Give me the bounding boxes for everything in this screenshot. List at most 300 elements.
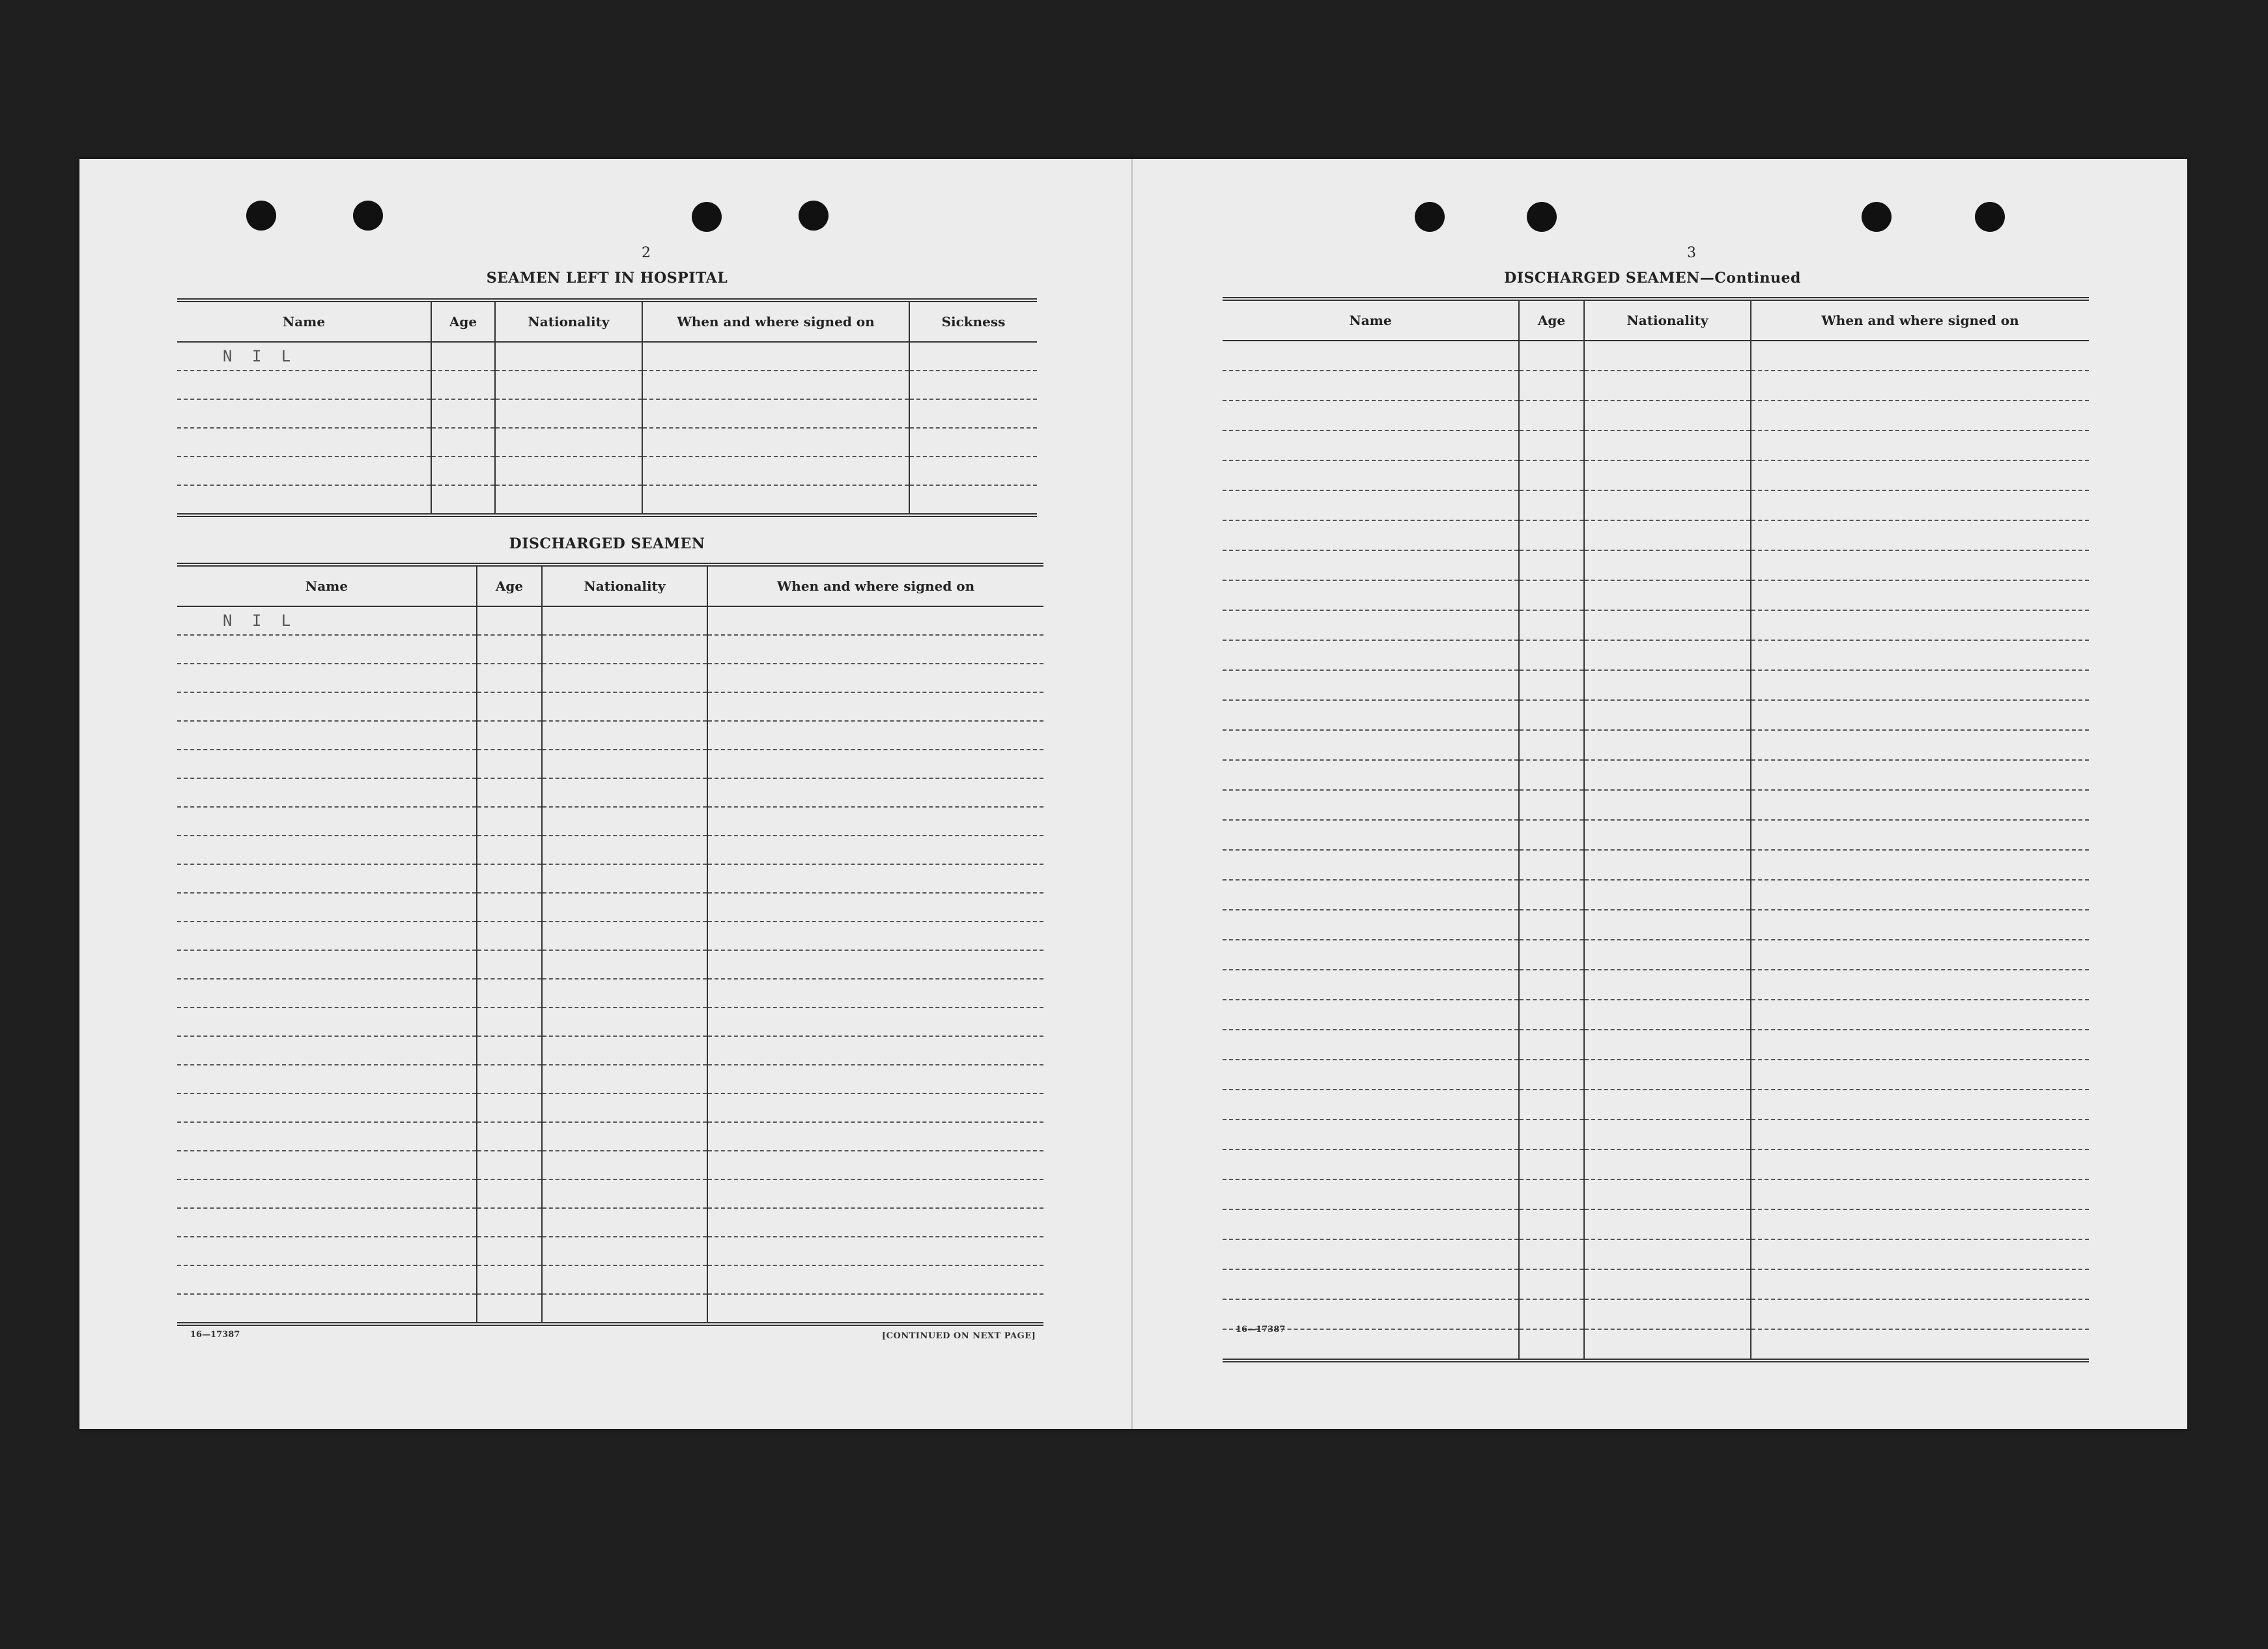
column-header: Age bbox=[1519, 299, 1584, 341]
table-cell bbox=[707, 1265, 1043, 1294]
table-cell bbox=[909, 342, 1037, 371]
table-cell bbox=[1223, 1060, 1519, 1090]
table-cell bbox=[542, 1151, 707, 1179]
column-header: Nationality bbox=[1584, 299, 1751, 341]
table-cell bbox=[177, 371, 431, 399]
table-cell bbox=[909, 485, 1037, 515]
table-cell bbox=[707, 1036, 1043, 1065]
table-cell bbox=[1519, 790, 1584, 820]
table-cell bbox=[1223, 670, 1519, 700]
table-cell bbox=[1584, 490, 1751, 520]
table-cell bbox=[1519, 760, 1584, 790]
table-row bbox=[177, 1008, 1043, 1036]
table-cell bbox=[1519, 850, 1584, 880]
table-cell bbox=[707, 1093, 1043, 1122]
table-cell bbox=[542, 836, 707, 864]
table-cell bbox=[1519, 401, 1584, 430]
column-header: Name bbox=[177, 300, 431, 342]
table-cell bbox=[909, 457, 1037, 485]
table-row bbox=[1223, 700, 2089, 730]
table-row bbox=[177, 750, 1043, 778]
table-cell bbox=[1223, 820, 1519, 850]
table-row bbox=[1223, 1179, 2089, 1209]
table-cell bbox=[542, 778, 707, 807]
table-row bbox=[1223, 1090, 2089, 1120]
table-row bbox=[177, 864, 1043, 893]
table-row bbox=[177, 1208, 1043, 1237]
table-cell: N I L bbox=[177, 342, 431, 371]
table-cell bbox=[1751, 1179, 2089, 1209]
table-cell bbox=[1519, 490, 1584, 520]
table-cell bbox=[1584, 1239, 1751, 1269]
continued-header-row bbox=[1223, 299, 2089, 341]
table-cell bbox=[707, 922, 1043, 950]
table-cell bbox=[477, 922, 542, 950]
table-row bbox=[1223, 460, 2089, 490]
table-cell bbox=[177, 950, 477, 979]
table-cell bbox=[477, 1208, 542, 1237]
table-row bbox=[1223, 1269, 2089, 1299]
table-row bbox=[177, 1093, 1043, 1122]
table-cell bbox=[477, 750, 542, 778]
table-cell bbox=[1584, 730, 1751, 760]
table-cell bbox=[495, 399, 642, 428]
table-row bbox=[177, 371, 1037, 399]
table-cell bbox=[1584, 760, 1751, 790]
table-cell bbox=[542, 1208, 707, 1237]
table-cell bbox=[477, 721, 542, 750]
table-cell bbox=[1584, 820, 1751, 850]
column-header: Nationality bbox=[495, 300, 642, 342]
table-cell bbox=[1751, 371, 2089, 401]
table-row bbox=[1223, 1120, 2089, 1149]
discharged-section-title: DISCHARGED SEAMEN bbox=[509, 535, 705, 552]
table-cell bbox=[1751, 1060, 2089, 1090]
table-cell bbox=[1519, 670, 1584, 700]
table-cell bbox=[542, 1237, 707, 1265]
column-header: When and where signed on bbox=[707, 565, 1043, 606]
table-cell bbox=[1751, 1090, 2089, 1120]
table-cell bbox=[707, 692, 1043, 721]
table-cell bbox=[642, 457, 909, 485]
center-fold bbox=[1131, 159, 1133, 1429]
table-cell bbox=[1751, 1209, 2089, 1239]
table-row bbox=[1223, 371, 2089, 401]
form-number: 16—17387 bbox=[190, 1330, 240, 1340]
table-row bbox=[177, 1294, 1043, 1324]
table-cell bbox=[177, 1179, 477, 1208]
column-header: Nationality bbox=[542, 565, 707, 606]
table-row bbox=[1223, 670, 2089, 700]
table-cell bbox=[495, 428, 642, 457]
table-cell bbox=[477, 664, 542, 692]
column-header: Age bbox=[431, 300, 495, 342]
table-cell bbox=[477, 1065, 542, 1093]
table-cell bbox=[1584, 1030, 1751, 1060]
table-row bbox=[177, 635, 1043, 664]
table-row bbox=[1223, 610, 2089, 640]
table-row bbox=[177, 836, 1043, 864]
table-cell bbox=[707, 750, 1043, 778]
table-row bbox=[177, 1036, 1043, 1065]
table-cell bbox=[542, 1036, 707, 1065]
table-cell bbox=[909, 399, 1037, 428]
table-cell: N I L bbox=[177, 606, 477, 635]
table-row bbox=[1223, 1149, 2089, 1179]
table-cell bbox=[477, 778, 542, 807]
table-cell bbox=[177, 893, 477, 922]
table-cell bbox=[1519, 640, 1584, 670]
column-header: When and where signed on bbox=[1751, 299, 2089, 341]
table-row bbox=[177, 692, 1043, 721]
table-cell bbox=[1751, 1149, 2089, 1179]
table-cell bbox=[1223, 1239, 1519, 1269]
table-cell bbox=[1519, 1209, 1584, 1239]
table-row bbox=[1223, 820, 2089, 850]
table-cell bbox=[1223, 371, 1519, 401]
table-cell bbox=[1584, 1149, 1751, 1179]
table-cell bbox=[1519, 940, 1584, 970]
table-cell bbox=[1519, 1329, 1584, 1360]
table-cell bbox=[1584, 1000, 1751, 1030]
table-cell bbox=[1751, 460, 2089, 490]
table-cell bbox=[1584, 880, 1751, 910]
table-row bbox=[1223, 790, 2089, 820]
table-cell bbox=[477, 893, 542, 922]
table-cell bbox=[1751, 430, 2089, 460]
table-cell bbox=[707, 979, 1043, 1008]
table-row bbox=[177, 1122, 1043, 1151]
table-cell bbox=[542, 1179, 707, 1208]
table-cell bbox=[1519, 1149, 1584, 1179]
table-row bbox=[1223, 401, 2089, 430]
table-cell bbox=[707, 1008, 1043, 1036]
table-cell bbox=[1223, 1030, 1519, 1060]
table-cell bbox=[177, 979, 477, 1008]
table-cell bbox=[1584, 460, 1751, 490]
table-cell bbox=[1223, 401, 1519, 430]
table-row bbox=[1223, 970, 2089, 1000]
table-cell bbox=[495, 457, 642, 485]
table-cell bbox=[1223, 610, 1519, 640]
table-cell bbox=[477, 1151, 542, 1179]
table-cell bbox=[707, 864, 1043, 893]
table-cell bbox=[707, 1237, 1043, 1265]
table-cell bbox=[177, 864, 477, 893]
table-cell bbox=[909, 371, 1037, 399]
table-cell bbox=[1584, 401, 1751, 430]
table-cell bbox=[477, 1294, 542, 1324]
document-sheet bbox=[79, 159, 2187, 1429]
table-cell bbox=[477, 1008, 542, 1036]
column-header: Age bbox=[477, 565, 542, 606]
left-page bbox=[177, 159, 1115, 1429]
table-cell bbox=[1519, 1090, 1584, 1120]
table-cell bbox=[477, 950, 542, 979]
table-cell bbox=[431, 342, 495, 371]
table-cell bbox=[1519, 820, 1584, 850]
table-cell bbox=[542, 950, 707, 979]
table-cell bbox=[1751, 820, 2089, 850]
table-cell bbox=[542, 922, 707, 950]
table-cell bbox=[642, 428, 909, 457]
table-cell bbox=[1223, 341, 1519, 371]
table-cell bbox=[542, 1122, 707, 1151]
table-cell bbox=[431, 371, 495, 399]
table-row bbox=[1223, 430, 2089, 460]
table-cell bbox=[707, 1208, 1043, 1237]
table-cell bbox=[642, 485, 909, 515]
table-cell bbox=[1751, 550, 2089, 580]
table-cell bbox=[477, 1265, 542, 1294]
table-cell bbox=[431, 428, 495, 457]
table-cell bbox=[1223, 430, 1519, 460]
table-cell bbox=[1584, 341, 1751, 371]
table-cell bbox=[707, 950, 1043, 979]
hospital-section-title: SEAMEN LEFT IN HOSPITAL bbox=[486, 270, 728, 287]
table-cell bbox=[1223, 490, 1519, 520]
table-row bbox=[1223, 580, 2089, 610]
table-cell bbox=[177, 692, 477, 721]
table-cell bbox=[1584, 700, 1751, 730]
table-cell bbox=[542, 1294, 707, 1324]
table-cell bbox=[1751, 760, 2089, 790]
table-cell bbox=[542, 1265, 707, 1294]
table-cell bbox=[1519, 341, 1584, 371]
table-cell bbox=[707, 606, 1043, 635]
discharged-continued-title: DISCHARGED SEAMEN—Continued bbox=[1504, 270, 1801, 287]
table-row bbox=[177, 1065, 1043, 1093]
table-cell bbox=[1751, 401, 2089, 430]
table-row bbox=[177, 1237, 1043, 1265]
table-row bbox=[177, 1151, 1043, 1179]
table-cell bbox=[707, 807, 1043, 836]
table-cell bbox=[1519, 1299, 1584, 1329]
table-row bbox=[1223, 1329, 2089, 1360]
table-cell bbox=[1751, 520, 2089, 550]
table-cell bbox=[177, 485, 431, 515]
table-row bbox=[1223, 550, 2089, 580]
table-cell bbox=[542, 721, 707, 750]
table-cell bbox=[177, 750, 477, 778]
table-cell bbox=[1751, 910, 2089, 940]
table-cell bbox=[542, 1008, 707, 1036]
table-cell bbox=[1519, 1179, 1584, 1209]
table-cell bbox=[1519, 1000, 1584, 1030]
right-page bbox=[1223, 159, 2161, 1429]
table-cell bbox=[1519, 700, 1584, 730]
table-cell bbox=[1751, 610, 2089, 640]
table-cell bbox=[1223, 1120, 1519, 1149]
table-cell bbox=[177, 635, 477, 664]
table-cell bbox=[1519, 1120, 1584, 1149]
table-cell bbox=[431, 457, 495, 485]
table-row bbox=[1223, 520, 2089, 550]
table-cell bbox=[177, 1151, 477, 1179]
table-cell bbox=[1223, 460, 1519, 490]
table-cell bbox=[1519, 970, 1584, 1000]
table-row bbox=[177, 606, 1043, 635]
table-cell bbox=[177, 778, 477, 807]
discharged-header-row bbox=[177, 565, 1043, 606]
table-cell bbox=[1751, 490, 2089, 520]
table-cell bbox=[1584, 1120, 1751, 1149]
table-cell bbox=[1519, 371, 1584, 401]
table-cell bbox=[1584, 970, 1751, 1000]
table-cell bbox=[1584, 940, 1751, 970]
table-cell bbox=[1223, 550, 1519, 580]
table-cell bbox=[707, 635, 1043, 664]
table-cell bbox=[177, 1294, 477, 1324]
table-cell bbox=[542, 807, 707, 836]
table-cell bbox=[1584, 1060, 1751, 1090]
form-number: 16—17387 bbox=[1236, 1325, 1286, 1334]
table-cell bbox=[707, 721, 1043, 750]
table-cell bbox=[1223, 1090, 1519, 1120]
table-cell bbox=[1751, 1120, 2089, 1149]
table-cell bbox=[1584, 910, 1751, 940]
table-cell bbox=[1519, 520, 1584, 550]
table-cell bbox=[707, 778, 1043, 807]
table-cell bbox=[642, 371, 909, 399]
table-cell bbox=[542, 979, 707, 1008]
table-cell bbox=[431, 485, 495, 515]
table-cell bbox=[1584, 1329, 1751, 1360]
table-cell bbox=[177, 1208, 477, 1237]
table-cell bbox=[1584, 371, 1751, 401]
table-cell bbox=[1751, 850, 2089, 880]
table-cell bbox=[1751, 1239, 2089, 1269]
table-row bbox=[1223, 1209, 2089, 1239]
table-cell bbox=[495, 371, 642, 399]
table-cell bbox=[1519, 430, 1584, 460]
table-cell bbox=[1751, 670, 2089, 700]
table-cell bbox=[477, 1122, 542, 1151]
table-cell bbox=[1223, 1179, 1519, 1209]
table-row bbox=[177, 922, 1043, 950]
table-cell bbox=[177, 922, 477, 950]
table-cell bbox=[1751, 1329, 2089, 1360]
table-cell bbox=[477, 836, 542, 864]
table-cell bbox=[707, 664, 1043, 692]
table-cell bbox=[1751, 1030, 2089, 1060]
table-row bbox=[1223, 1030, 2089, 1060]
table-cell bbox=[1519, 1239, 1584, 1269]
table-row bbox=[1223, 760, 2089, 790]
table-cell bbox=[1223, 700, 1519, 730]
table-cell bbox=[431, 399, 495, 428]
table-cell bbox=[177, 428, 431, 457]
table-row bbox=[1223, 640, 2089, 670]
table-cell bbox=[177, 399, 431, 428]
table-cell bbox=[909, 428, 1037, 457]
table-cell bbox=[1223, 580, 1519, 610]
table-cell bbox=[1584, 610, 1751, 640]
table-cell bbox=[177, 1265, 477, 1294]
table-cell bbox=[1223, 1000, 1519, 1030]
table-row bbox=[177, 399, 1037, 428]
table-cell bbox=[1751, 341, 2089, 371]
table-cell bbox=[1519, 910, 1584, 940]
table-cell bbox=[477, 692, 542, 721]
table-cell bbox=[1584, 790, 1751, 820]
discharged-table bbox=[177, 563, 1043, 1326]
table-row bbox=[177, 1265, 1043, 1294]
table-row bbox=[177, 778, 1043, 807]
table-cell bbox=[707, 1122, 1043, 1151]
table-cell bbox=[542, 692, 707, 721]
table-row bbox=[177, 893, 1043, 922]
table-cell bbox=[177, 1065, 477, 1093]
table-cell bbox=[477, 606, 542, 635]
table-cell bbox=[1751, 580, 2089, 610]
table-row bbox=[1223, 1060, 2089, 1090]
table-cell bbox=[1584, 430, 1751, 460]
table-cell bbox=[1223, 640, 1519, 670]
table-row bbox=[177, 485, 1037, 515]
table-cell bbox=[707, 1065, 1043, 1093]
table-row bbox=[177, 342, 1037, 371]
table-cell bbox=[1519, 550, 1584, 580]
discharged-continued-table bbox=[1223, 297, 2089, 1362]
table-cell bbox=[1584, 1299, 1751, 1329]
table-cell bbox=[1519, 1269, 1584, 1299]
table-cell bbox=[1519, 730, 1584, 760]
table-cell bbox=[495, 485, 642, 515]
table-row bbox=[1223, 1299, 2089, 1329]
table-cell bbox=[1751, 640, 2089, 670]
table-cell bbox=[1751, 880, 2089, 910]
table-cell bbox=[177, 1093, 477, 1122]
table-cell bbox=[1519, 880, 1584, 910]
table-cell bbox=[177, 1036, 477, 1065]
table-cell bbox=[177, 664, 477, 692]
table-cell bbox=[1584, 670, 1751, 700]
table-cell bbox=[1519, 460, 1584, 490]
table-row bbox=[177, 664, 1043, 692]
table-cell bbox=[542, 864, 707, 893]
table-cell bbox=[1751, 940, 2089, 970]
table-row bbox=[177, 721, 1043, 750]
table-row bbox=[177, 1179, 1043, 1208]
table-cell bbox=[495, 342, 642, 371]
table-cell bbox=[1751, 970, 2089, 1000]
table-row bbox=[1223, 730, 2089, 760]
table-cell bbox=[642, 399, 909, 428]
table-cell bbox=[1584, 1179, 1751, 1209]
table-cell bbox=[477, 1179, 542, 1208]
table-cell bbox=[1223, 1209, 1519, 1239]
table-cell bbox=[1751, 1299, 2089, 1329]
table-row bbox=[1223, 341, 2089, 371]
table-cell bbox=[477, 1093, 542, 1122]
table-cell bbox=[477, 1237, 542, 1265]
table-cell bbox=[1751, 1269, 2089, 1299]
table-row bbox=[1223, 1239, 2089, 1269]
column-header: Sickness bbox=[909, 300, 1037, 342]
table-cell bbox=[1223, 970, 1519, 1000]
hospital-header-row bbox=[177, 300, 1037, 342]
table-cell bbox=[1223, 790, 1519, 820]
table-cell bbox=[177, 721, 477, 750]
table-cell bbox=[1519, 1030, 1584, 1060]
table-cell bbox=[1223, 1149, 1519, 1179]
table-row bbox=[1223, 910, 2089, 940]
table-cell bbox=[1519, 1060, 1584, 1090]
table-cell bbox=[1223, 520, 1519, 550]
table-row bbox=[177, 979, 1043, 1008]
column-header: Name bbox=[1223, 299, 1519, 341]
